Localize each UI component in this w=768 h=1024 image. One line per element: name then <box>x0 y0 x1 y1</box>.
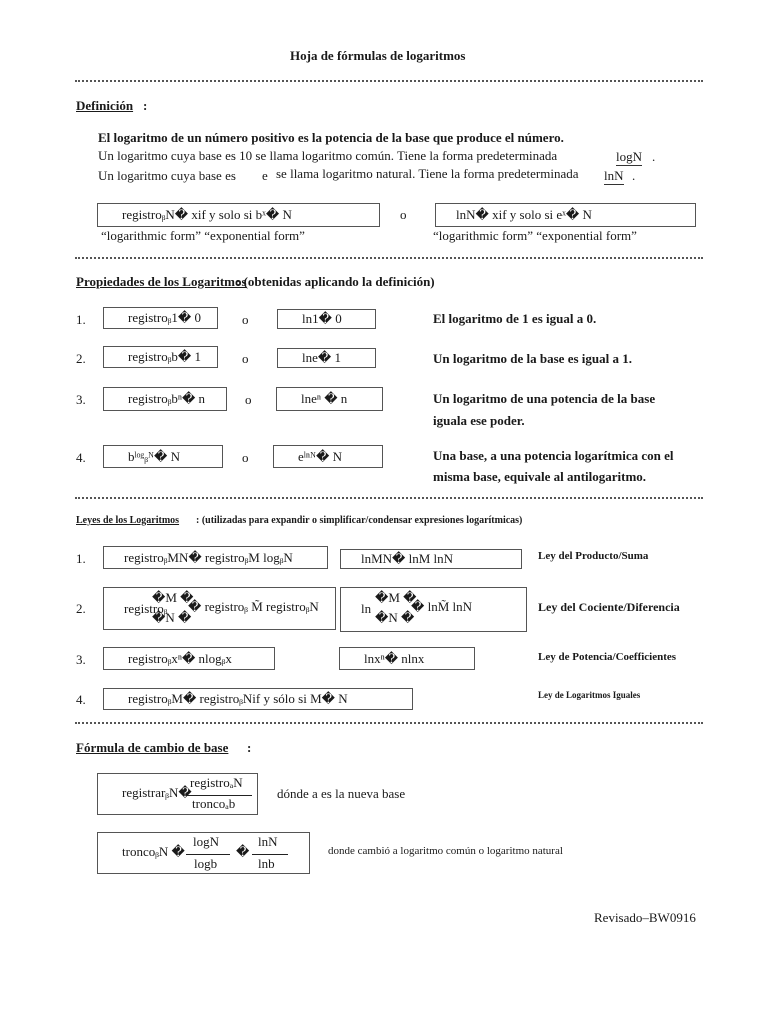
section-divider <box>75 257 703 259</box>
log-prefix: registroᵦ <box>124 601 168 616</box>
property-formula-ln: lne� 1 <box>277 348 376 368</box>
law-formula-log <box>103 587 336 630</box>
law-name: Ley del Producto/Suma <box>538 550 649 562</box>
formula-equals: � <box>236 844 250 859</box>
definition-statement: El logaritmo de un número positivo es la potencia de la base que produce el número. <box>98 130 564 145</box>
or-text: o <box>242 450 249 465</box>
property-number: 4. <box>76 450 86 465</box>
change-of-base-colon: : <box>247 740 252 755</box>
law-formula-ln: lnMN� lnM lnN <box>340 549 522 569</box>
property-description: Un logaritmo de la base es igual a 1. <box>433 351 632 366</box>
property-formula-log: registroᵦ1� 0 <box>103 307 218 329</box>
fraction-denominator: lnb <box>258 856 275 871</box>
property-formula-ln: eˡⁿᴺ� N <box>273 445 383 468</box>
log-expansion: � registroᵦ M̃ registroᵦN <box>188 599 319 614</box>
or-text: o <box>245 392 252 407</box>
property-description: Un logaritmo de una potencia de la base <box>433 391 656 406</box>
definition-formula-log: registroᵦN� xif y solo si bˣ� N <box>97 203 380 227</box>
law-name: Ley de Logaritmos Iguales <box>538 690 641 700</box>
property-formula-ln: ln1� 0 <box>277 309 376 329</box>
law-formula-log: registroᵦMN� registroᵦM logᵦN <box>103 546 328 569</box>
property-number: 3. <box>76 392 86 407</box>
forms-caption-left: “logarithmic form” “exponential form” <box>101 228 305 243</box>
or-text: o <box>242 351 249 366</box>
law-number: 2. <box>76 601 86 616</box>
natural-log-line-a: Un logaritmo cuya base es <box>98 168 236 183</box>
definition-colon: : <box>143 98 148 113</box>
fraction-denominator: logb <box>194 856 218 871</box>
definition-heading: Definición <box>76 98 134 113</box>
properties-heading-rest: : (obtenidas aplicando la definición) <box>236 274 435 289</box>
change-of-base-note-1: dónde a es la nueva base <box>277 786 406 801</box>
property-formula-ln: lneⁿ � n <box>276 387 383 411</box>
law-formula-ln <box>340 587 527 632</box>
natural-log-base-e: e <box>262 168 268 183</box>
properties-heading: Propiedades de los Logaritmos <box>76 274 247 289</box>
change-of-base-formula-2 <box>97 832 310 874</box>
property-description: Una base, a una potencia logarítmica con el <box>433 448 674 463</box>
law-name: Ley del Cociente/Diferencia <box>538 600 680 614</box>
change-of-base-heading: Fórmula de cambio de base <box>76 740 229 755</box>
ln-expansion: � lnM̃ lnN <box>411 599 473 614</box>
laws-heading-rest: : (utilizadas para expandir o simplificar/condensar expresiones logarítmicas) <box>196 515 523 526</box>
fraction-numerator: registroₐN <box>190 775 243 790</box>
change-of-base-formula-1 <box>97 773 258 815</box>
law-number: 1. <box>76 551 86 566</box>
section-divider <box>75 497 703 499</box>
law-number: 3. <box>76 652 86 667</box>
law-formula-log: registroᵦxⁿ� nlogᵦx <box>103 647 275 670</box>
law-formula-ln: lnxⁿ� nlnx <box>339 647 475 670</box>
law-name: Ley de Potencia/Coefficientes <box>538 651 677 663</box>
natural-log-form: lnN <box>604 168 624 183</box>
formula-lhs: registrarᵦN� <box>122 785 192 800</box>
common-log-end: . <box>652 149 656 164</box>
property-description-cont: misma base, equivale al antilogaritmo. <box>433 469 647 484</box>
property-formula-log: registroᵦb� 1 <box>103 346 218 368</box>
common-log-line: Un logaritmo cuya base es 10 se llama logaritmo común. Tiene la forma predeterminada <box>98 148 558 163</box>
or-text: o <box>400 207 407 222</box>
forms-caption-right: “logarithmic form” “exponential form” <box>433 228 637 243</box>
property-description-cont: iguala ese poder. <box>433 413 525 428</box>
law-number: 4. <box>76 692 86 707</box>
property-formula-log: registroᵦbⁿ� n <box>103 387 227 411</box>
change-of-base-note-2: donde cambió a logaritmo común o logaritmo natural <box>328 845 563 857</box>
common-log-form: logN <box>616 149 642 164</box>
property-number: 1. <box>76 312 86 327</box>
fraction-numerator: lnN <box>258 834 278 849</box>
fraction-numerator: logN <box>193 834 219 849</box>
page-title: Hoja de fórmulas de logaritmos <box>290 48 466 63</box>
section-divider <box>75 722 703 724</box>
fraction-numerator: �M � <box>152 590 194 605</box>
fraction-bar <box>186 854 230 855</box>
property-formula-log: bˡᵒᵍᵦᴺ� N <box>103 445 223 468</box>
fraction-denominator: troncoₐb <box>192 796 236 811</box>
formula-lhs: troncoᵦN � <box>122 844 185 859</box>
property-description: El logaritmo de 1 es igual a 0. <box>433 311 597 326</box>
laws-heading: Leyes de los Logaritmos <box>76 515 180 526</box>
law-formula-equal: registroᵦM� registroᵦNif y sólo si M� N <box>103 688 413 710</box>
property-number: 2. <box>76 351 86 366</box>
fraction-denominator: �N � <box>375 610 415 625</box>
revision-footer: Revisado–BW0916 <box>594 910 696 925</box>
ln-prefix: ln <box>361 601 372 616</box>
fraction-denominator: �N � <box>152 610 192 625</box>
or-text: o <box>242 312 249 327</box>
section-divider <box>75 80 703 82</box>
fraction-numerator: �M � <box>375 590 417 605</box>
definition-formula-ln: lnN� xif y solo si eˣ� N <box>435 203 696 227</box>
fraction-bar <box>252 854 288 855</box>
natural-log-end: . <box>632 168 636 183</box>
natural-log-line-b: se llama logaritmo natural. Tiene la forma predeterminada <box>276 166 579 181</box>
